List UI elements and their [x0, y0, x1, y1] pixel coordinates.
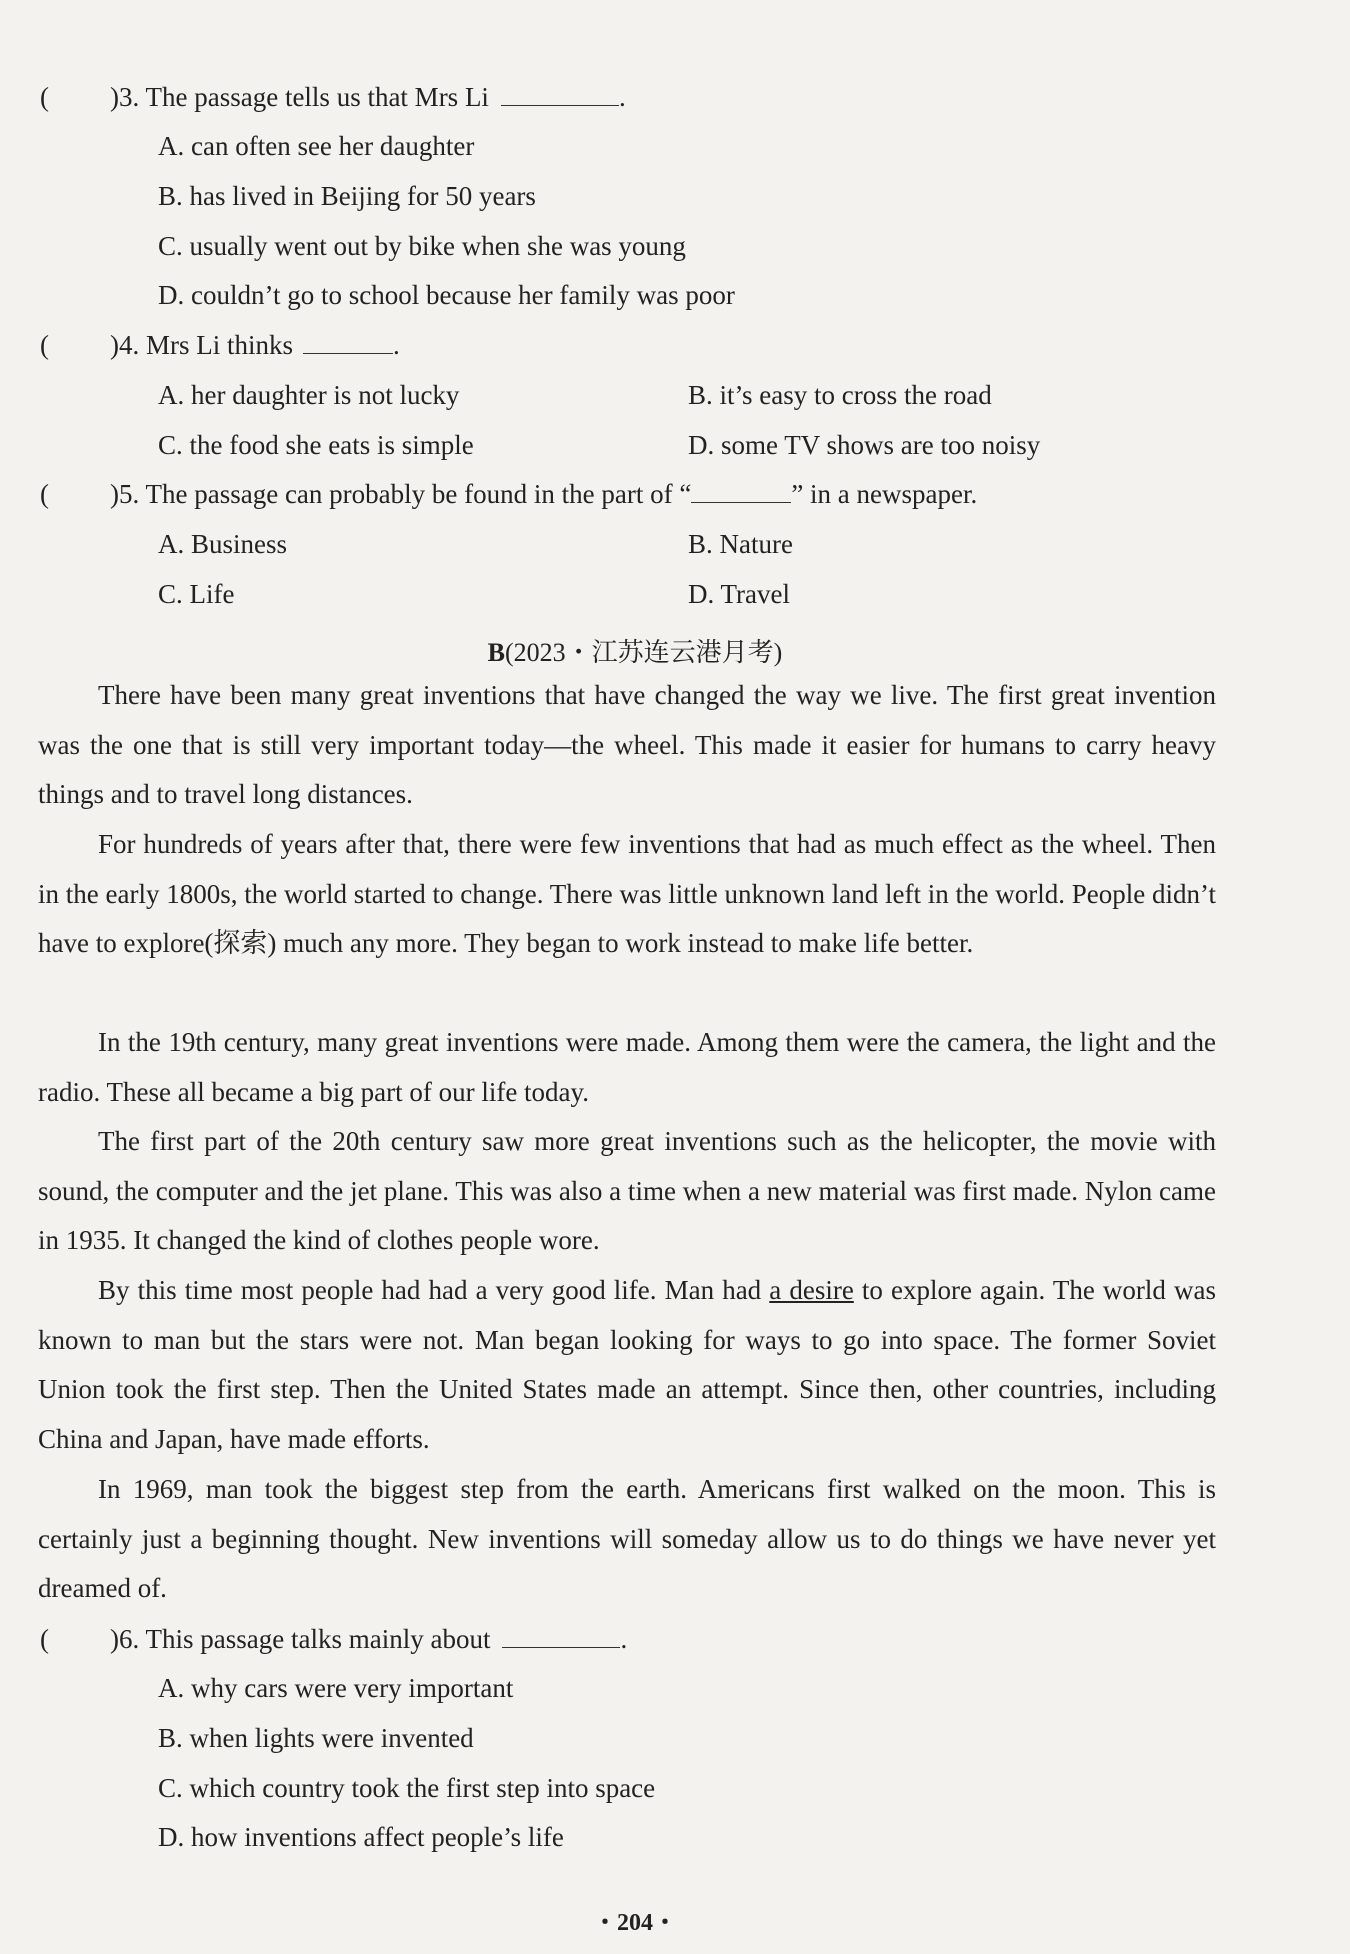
- option-5b: B. Nature: [688, 529, 793, 559]
- answer-paren: (: [40, 82, 49, 112]
- passage-paragraph-5: [38, 1266, 1216, 1464]
- option-4c: C. the food she eats is simple: [158, 430, 474, 460]
- question-stem: )4. Mrs Li thinks: [110, 330, 294, 360]
- question-stem-end: .: [618, 82, 626, 112]
- underlined-phrase: a desire: [769, 1275, 854, 1305]
- section-source: (2023・江苏连云港月考): [505, 638, 783, 667]
- option-3a: A. can often see her daughter: [158, 131, 475, 161]
- option-3b: B. has lived in Beijing for 50 years: [158, 181, 536, 211]
- option-5c: C. Life: [158, 579, 235, 609]
- answer-paren: (: [40, 479, 49, 509]
- paragraph-text: to explore again. The world was known to man but the stars were not. Man began looking for ways to go into space. The former Soviet Union took the first step. Then the United States made an attempt. Since then, other countries, including China and Japan, have made efforts.: [38, 1275, 1216, 1454]
- paragraph-text: By this time most people had had a very good life. Man had: [98, 1275, 770, 1305]
- option-5a: A. Business: [158, 529, 288, 559]
- page-number: ・204・: [593, 1910, 677, 1936]
- answer-blank: [502, 1625, 620, 1648]
- answer-blank: [303, 331, 393, 354]
- passage-paragraph-2: For hundreds of years after that, there were few inventions that had as much effect as the wheel. Then in the early 1800s, the world started to change. There was little unknown land left in the world. People didn’t have to explore(探索) much any more. They began to work instead to make life better.: [38, 829, 1216, 959]
- question-stem-end: .: [620, 1624, 628, 1654]
- section-heading: [0, 632, 1270, 669]
- passage-paragraph-1: There have been many great inventions that have changed the way we live. The first great invention was the one that is still very important today—the wheel. This made it easier for humans to carry heavy things and to travel long distances.: [38, 680, 1216, 810]
- passage-paragraph-6: In 1969, man took the biggest step from the earth. Americans first walked on the moon. This is certainly just a beginning thought. New inventions will someday allow us to do things we have never yet dreamed of.: [38, 1474, 1216, 1604]
- question-stem-end: .: [393, 330, 400, 360]
- passage-paragraph-4: The first part of the 20th century saw more great inventions such as the helicopter, the movie with sound, the computer and the jet plane. This was also a time when a new material was first made. Nylon came in 1935. It changed the kind of clothes people wore.: [38, 1126, 1216, 1256]
- question-stem-end: ” in a newspaper.: [791, 479, 978, 509]
- section-letter: B: [487, 638, 505, 667]
- question-stem: )6. This passage talks mainly about: [110, 1624, 491, 1654]
- option-3d: D. couldn’t go to school because her family was poor: [158, 280, 735, 310]
- answer-blank: [691, 480, 791, 503]
- answer-paren: (: [40, 1624, 49, 1654]
- question-6: [40, 1624, 627, 1655]
- option-5d: D. Travel: [688, 579, 791, 609]
- option-6a: A. why cars were very important: [158, 1673, 514, 1703]
- question-stem: )5. The passage can probably be found in the part of “: [110, 479, 692, 509]
- passage-paragraph-3: In the 19th century, many great inventions were made. Among them were the camera, the light and the radio. These all became a big part of our life today.: [38, 1027, 1216, 1107]
- option-4d: D. some TV shows are too noisy: [688, 430, 1041, 460]
- option-4a: A. her daughter is not lucky: [158, 380, 460, 410]
- option-4b: B. it’s easy to cross the road: [688, 380, 992, 410]
- option-3c: C. usually went out by bike when she was young: [158, 231, 686, 261]
- answer-paren: (: [40, 330, 49, 360]
- option-6d: D. how inventions affect people’s life: [158, 1822, 564, 1852]
- option-6b: B. when lights were invented: [158, 1723, 474, 1753]
- question-4: [40, 330, 400, 361]
- answer-blank: [501, 83, 619, 106]
- question-stem: )3. The passage tells us that Mrs Li: [110, 82, 489, 112]
- option-6c: C. which country took the first step into space: [158, 1773, 656, 1803]
- question-5: [40, 479, 977, 510]
- question-3: [40, 82, 626, 113]
